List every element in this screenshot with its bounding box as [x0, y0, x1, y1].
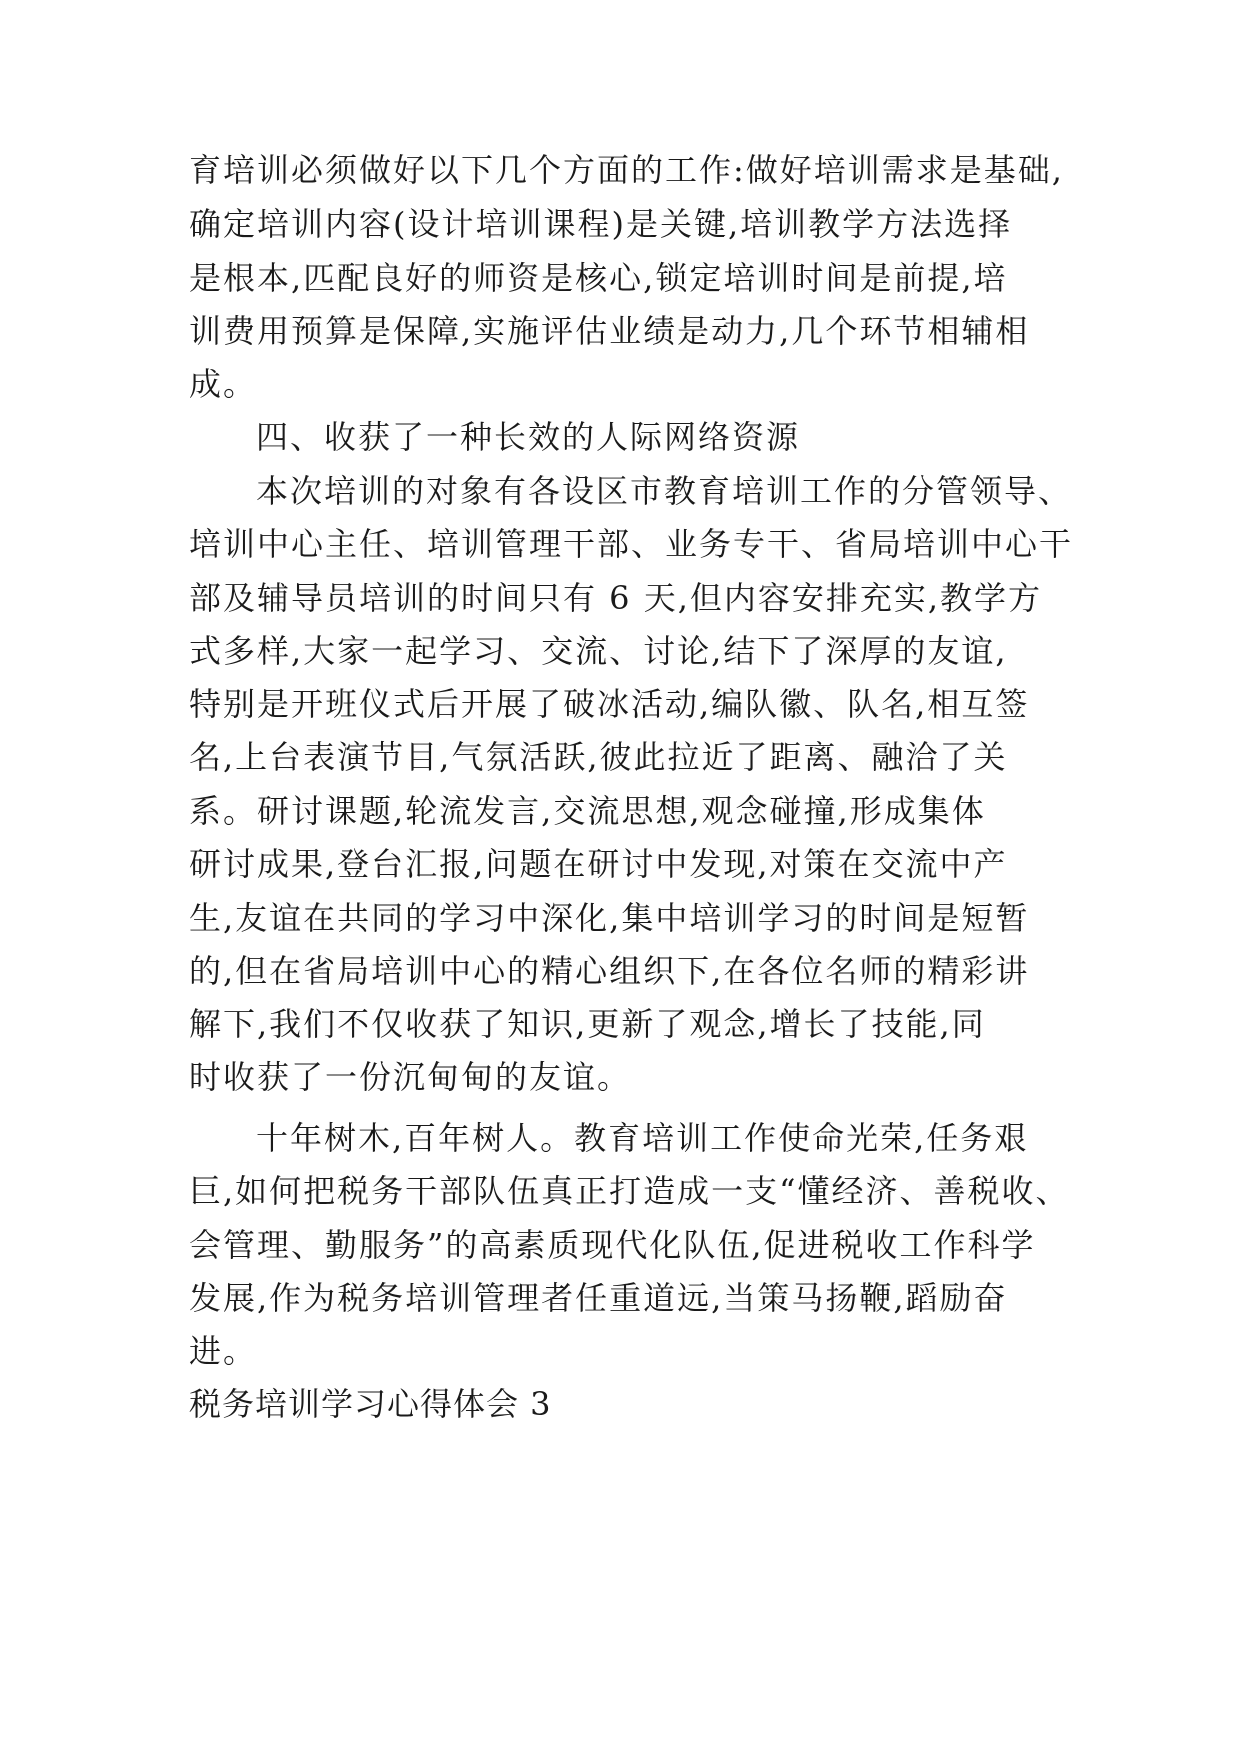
paragraph-line: 育培训必须做好以下几个方面的工作:做好培训需求是基础, [189, 151, 1064, 189]
paragraph-line: 训费用预算是保障,实施评估业绩是动力,几个环节相辅相 [189, 312, 1030, 350]
paragraph-line: 会管理、勤服务”的高素质现代化队伍,促进税收工作科学 [189, 1226, 1036, 1264]
paragraph-line: 特别是开班仪式后开展了破冰活动,编队徽、队名,相互签 [189, 685, 1030, 723]
paragraph-line: 时收获了一份沉甸甸的友谊。 [189, 1058, 632, 1096]
paragraph-line: 成。 [189, 365, 258, 403]
paragraph-line: 是根本,匹配良好的师资是核心,锁定培训时间是前提,培 [189, 259, 1008, 297]
paragraph-line: 的,但在省局培训中心的精心组织下,在各位名师的精彩讲 [189, 952, 1030, 990]
paragraph-line: 确定培训内容(设计培训课程)是关键,培训教学方法选择 [189, 205, 1013, 243]
paragraph-line: 进。 [189, 1332, 258, 1370]
paragraph-line: 培训中心主任、培训管理干部、业务专干、省局培训中心干 [189, 525, 1074, 563]
paragraph-line: 式多样,大家一起学习、交流、讨论,结下了深厚的友谊, [189, 632, 1008, 670]
paragraph-line: 十年树木,百年树人。教育培训工作使命光荣,任务艰 [256, 1119, 1029, 1157]
paragraph-line: 生,友谊在共同的学习中深化,集中培训学习的时间是短暂 [189, 899, 1030, 937]
paragraph-line: 本次培训的对象有各设区市教育培训工作的分管领导、 [256, 472, 1073, 510]
paragraph-line: 发展,作为税务培训管理者任重道远,当策马扬鞭,蹈励奋 [189, 1279, 1008, 1317]
section-title: 税务培训学习心得体会 3 [189, 1385, 552, 1423]
paragraph-line: 名,上台表演节目,气氛活跃,彼此拉近了距离、融洽了关 [189, 738, 1008, 776]
paragraph-line: 解下,我们不仅收获了知识,更新了观念,增长了技能,同 [189, 1005, 986, 1043]
paragraph-line: 部及辅导员培训的时间只有 6 天,但内容安排充实,教学方 [189, 579, 1043, 617]
paragraph-line: 系。研讨课题,轮流发言,交流思想,观念碰撞,形成集体 [189, 792, 986, 830]
paragraph-line: 研讨成果,登台汇报,问题在研讨中发现,对策在交流中产 [189, 845, 1008, 883]
section-heading: 四、收获了一种长效的人际网络资源 [256, 418, 801, 456]
paragraph-line: 巨,如何把税务干部队伍真正打造成一支“懂经济、善税收、 [189, 1172, 1070, 1210]
